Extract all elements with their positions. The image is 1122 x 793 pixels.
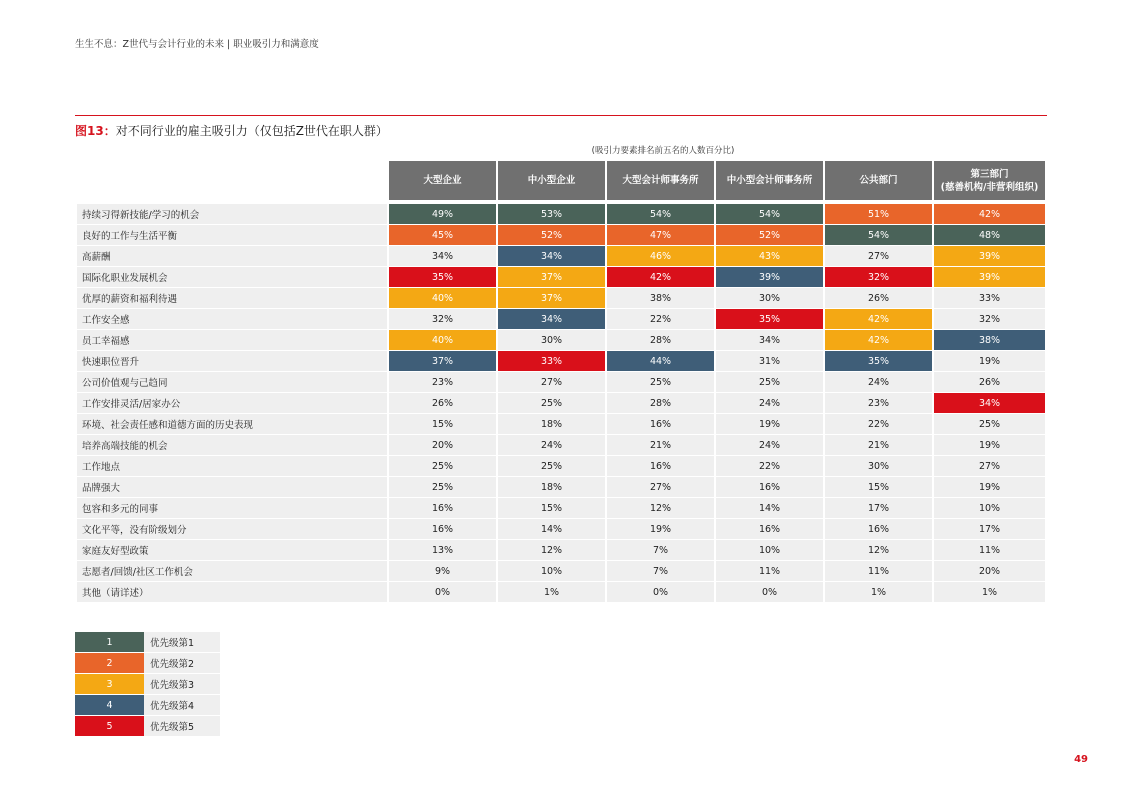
table-cell: 32% <box>825 267 932 288</box>
table-row <box>77 351 1045 372</box>
table-cell: 12% <box>498 540 605 561</box>
table-cell: 51% <box>825 204 932 225</box>
table-cell: 46% <box>607 246 714 267</box>
table-cell: 53% <box>498 204 605 225</box>
row-label: 其他（请详述） <box>77 582 387 603</box>
table-row <box>77 204 1045 225</box>
legend-swatch: 2 <box>75 653 144 674</box>
table-cell: 20% <box>389 435 496 456</box>
row-label: 良好的工作与生活平衡 <box>77 225 387 246</box>
legend-item <box>75 716 220 737</box>
legend-item <box>75 674 220 695</box>
table-cell: 26% <box>934 372 1045 393</box>
table-row <box>77 435 1045 456</box>
table-cell: 25% <box>498 456 605 477</box>
table-cell: 0% <box>389 582 496 603</box>
column-header: 中小型企业 <box>498 161 605 200</box>
table-cell: 18% <box>498 477 605 498</box>
table-cell: 16% <box>716 477 823 498</box>
legend-label: 优先级第4 <box>144 695 220 716</box>
column-header: 第三部门 (慈善机构/非营利组织) <box>934 161 1045 200</box>
table-cell: 37% <box>498 267 605 288</box>
legend-item <box>75 653 220 674</box>
table-cell: 34% <box>934 393 1045 414</box>
table-cell: 26% <box>389 393 496 414</box>
table-cell: 23% <box>825 393 932 414</box>
table-row <box>77 561 1045 582</box>
table-cell: 38% <box>607 288 714 309</box>
legend-label: 优先级第1 <box>144 632 220 653</box>
table-cell: 47% <box>607 225 714 246</box>
row-label: 工作地点 <box>77 456 387 477</box>
table-row <box>77 393 1045 414</box>
table-cell: 30% <box>716 288 823 309</box>
table-cell: 16% <box>825 519 932 540</box>
legend-swatch: 3 <box>75 674 144 695</box>
page-number: 49 <box>1074 754 1088 765</box>
table-cell: 54% <box>607 204 714 225</box>
table-cell: 15% <box>825 477 932 498</box>
table-cell: 16% <box>389 498 496 519</box>
row-label: 公司价值观与己趋同 <box>77 372 387 393</box>
legend-item <box>75 632 220 653</box>
table-cell: 11% <box>934 540 1045 561</box>
legend-swatch: 1 <box>75 632 144 653</box>
table-cell: 0% <box>607 582 714 603</box>
table-cell: 9% <box>389 561 496 582</box>
table-cell: 21% <box>825 435 932 456</box>
table-cell: 19% <box>934 351 1045 372</box>
legend-swatch: 4 <box>75 695 144 716</box>
row-label: 志愿者/回馈/社区工作机会 <box>77 561 387 582</box>
table-cell: 13% <box>389 540 496 561</box>
table-row <box>77 225 1045 246</box>
table-cell: 19% <box>716 414 823 435</box>
row-label: 包容和多元的同事 <box>77 498 387 519</box>
table-cell: 54% <box>716 204 823 225</box>
figure-number: 图13： <box>75 124 116 138</box>
table-cell: 27% <box>607 477 714 498</box>
table-cell: 44% <box>607 351 714 372</box>
table-cell: 17% <box>825 498 932 519</box>
row-label: 培养高端技能的机会 <box>77 435 387 456</box>
table-cell: 22% <box>716 456 823 477</box>
table-cell: 37% <box>498 288 605 309</box>
table-cell: 1% <box>498 582 605 603</box>
column-header: 中小型会计师事务所 <box>716 161 823 200</box>
table-cell: 34% <box>389 246 496 267</box>
table-row <box>77 519 1045 540</box>
column-header: 公共部门 <box>825 161 932 200</box>
table-cell: 54% <box>825 225 932 246</box>
table-cell: 21% <box>607 435 714 456</box>
table-cell: 28% <box>607 330 714 351</box>
column-header: 大型企业 <box>389 161 496 200</box>
table-cell: 10% <box>716 540 823 561</box>
legend-swatch: 5 <box>75 716 144 737</box>
row-label: 环境、社会责任感和道德方面的历史表现 <box>77 414 387 435</box>
table-cell: 15% <box>498 498 605 519</box>
row-label: 高薪酬 <box>77 246 387 267</box>
table-cell: 42% <box>825 309 932 330</box>
table-cell: 24% <box>825 372 932 393</box>
table-cell: 16% <box>607 456 714 477</box>
row-label: 工作安排灵活/居家办公 <box>77 393 387 414</box>
table-cell: 30% <box>498 330 605 351</box>
row-label: 文化平等，没有阶级划分 <box>77 519 387 540</box>
table-cell: 24% <box>498 435 605 456</box>
running-header: 生生不息：Z世代与会计行业的未来 | 职业吸引力和满意度 <box>75 39 319 50</box>
table-cell: 25% <box>716 372 823 393</box>
table-cell: 22% <box>825 414 932 435</box>
table-row <box>77 582 1045 603</box>
column-header: 大型会计师事务所 <box>607 161 714 200</box>
table-cell: 14% <box>716 498 823 519</box>
figure-title-text: 对不同行业的雇主吸引力（仅包括Z世代在职人群） <box>115 124 388 138</box>
table-cell: 35% <box>825 351 932 372</box>
table-cell: 24% <box>716 393 823 414</box>
table-cell: 11% <box>716 561 823 582</box>
table-cell: 38% <box>934 330 1045 351</box>
legend-label: 优先级第2 <box>144 653 220 674</box>
table-cell: 1% <box>934 582 1045 603</box>
table-cell: 30% <box>825 456 932 477</box>
table-row <box>77 288 1045 309</box>
table-cell: 18% <box>498 414 605 435</box>
table-cell: 22% <box>607 309 714 330</box>
table-row <box>77 414 1045 435</box>
table-row <box>77 330 1045 351</box>
table-cell: 16% <box>389 519 496 540</box>
table-cell: 32% <box>389 309 496 330</box>
row-label: 快速职位晋升 <box>77 351 387 372</box>
attraction-table <box>75 161 1047 603</box>
table-cell: 0% <box>716 582 823 603</box>
table-cell: 25% <box>498 393 605 414</box>
table-cell: 23% <box>389 372 496 393</box>
table-cell: 7% <box>607 540 714 561</box>
table-cell: 19% <box>607 519 714 540</box>
figure-title <box>75 122 388 139</box>
table-cell: 48% <box>934 225 1045 246</box>
table-cell: 24% <box>716 435 823 456</box>
table-header-row <box>77 161 1045 200</box>
table-cell: 52% <box>498 225 605 246</box>
table-cell: 27% <box>498 372 605 393</box>
table-row <box>77 540 1045 561</box>
table-cell: 39% <box>934 267 1045 288</box>
table-cell: 12% <box>825 540 932 561</box>
row-label: 家庭友好型政策 <box>77 540 387 561</box>
table-cell: 39% <box>934 246 1045 267</box>
table-cell: 17% <box>934 519 1045 540</box>
table-cell: 25% <box>389 477 496 498</box>
table-row <box>77 246 1045 267</box>
table-row <box>77 309 1045 330</box>
table-cell: 20% <box>934 561 1045 582</box>
table-cell: 42% <box>607 267 714 288</box>
table-cell: 25% <box>934 414 1045 435</box>
table-row <box>77 477 1045 498</box>
table-cell: 25% <box>389 456 496 477</box>
table-cell: 14% <box>498 519 605 540</box>
table-cell: 28% <box>607 393 714 414</box>
table-cell: 33% <box>934 288 1045 309</box>
table-cell: 43% <box>716 246 823 267</box>
table-cell: 42% <box>934 204 1045 225</box>
table-cell: 12% <box>607 498 714 519</box>
table-cell: 34% <box>498 309 605 330</box>
figure-subtitle: (吸引力要素排名前五名的人数百分比) <box>591 146 735 156</box>
table-cell: 34% <box>716 330 823 351</box>
row-label: 员工幸福感 <box>77 330 387 351</box>
table-cell: 10% <box>498 561 605 582</box>
table-cell: 16% <box>607 414 714 435</box>
table-cell: 52% <box>716 225 823 246</box>
table-cell: 39% <box>716 267 823 288</box>
table-cell: 40% <box>389 288 496 309</box>
row-label: 国际化职业发展机会 <box>77 267 387 288</box>
row-label: 优厚的薪资和福利待遇 <box>77 288 387 309</box>
header-blank <box>77 161 387 200</box>
legend-item <box>75 695 220 716</box>
table-cell: 27% <box>825 246 932 267</box>
table-cell: 25% <box>607 372 714 393</box>
divider-rule <box>75 115 1047 116</box>
row-label: 工作安全感 <box>77 309 387 330</box>
table-cell: 26% <box>825 288 932 309</box>
table-cell: 11% <box>825 561 932 582</box>
row-label: 品牌强大 <box>77 477 387 498</box>
priority-legend <box>75 632 220 737</box>
table-row <box>77 456 1045 477</box>
table-cell: 37% <box>389 351 496 372</box>
table-cell: 10% <box>934 498 1045 519</box>
table-cell: 7% <box>607 561 714 582</box>
table-cell: 27% <box>934 456 1045 477</box>
table-cell: 19% <box>934 477 1045 498</box>
table-cell: 34% <box>498 246 605 267</box>
table-cell: 32% <box>934 309 1045 330</box>
row-label: 持续习得新技能/学习的机会 <box>77 204 387 225</box>
table-row <box>77 267 1045 288</box>
table-cell: 49% <box>389 204 496 225</box>
table-cell: 40% <box>389 330 496 351</box>
table-cell: 31% <box>716 351 823 372</box>
table-cell: 35% <box>716 309 823 330</box>
table-cell: 16% <box>716 519 823 540</box>
legend-label: 优先级第5 <box>144 716 220 737</box>
table-cell: 45% <box>389 225 496 246</box>
table-cell: 33% <box>498 351 605 372</box>
table-row <box>77 498 1045 519</box>
table-row <box>77 372 1045 393</box>
legend-label: 优先级第3 <box>144 674 220 695</box>
table-cell: 19% <box>934 435 1045 456</box>
table-cell: 35% <box>389 267 496 288</box>
table-cell: 15% <box>389 414 496 435</box>
table-cell: 1% <box>825 582 932 603</box>
table-cell: 42% <box>825 330 932 351</box>
